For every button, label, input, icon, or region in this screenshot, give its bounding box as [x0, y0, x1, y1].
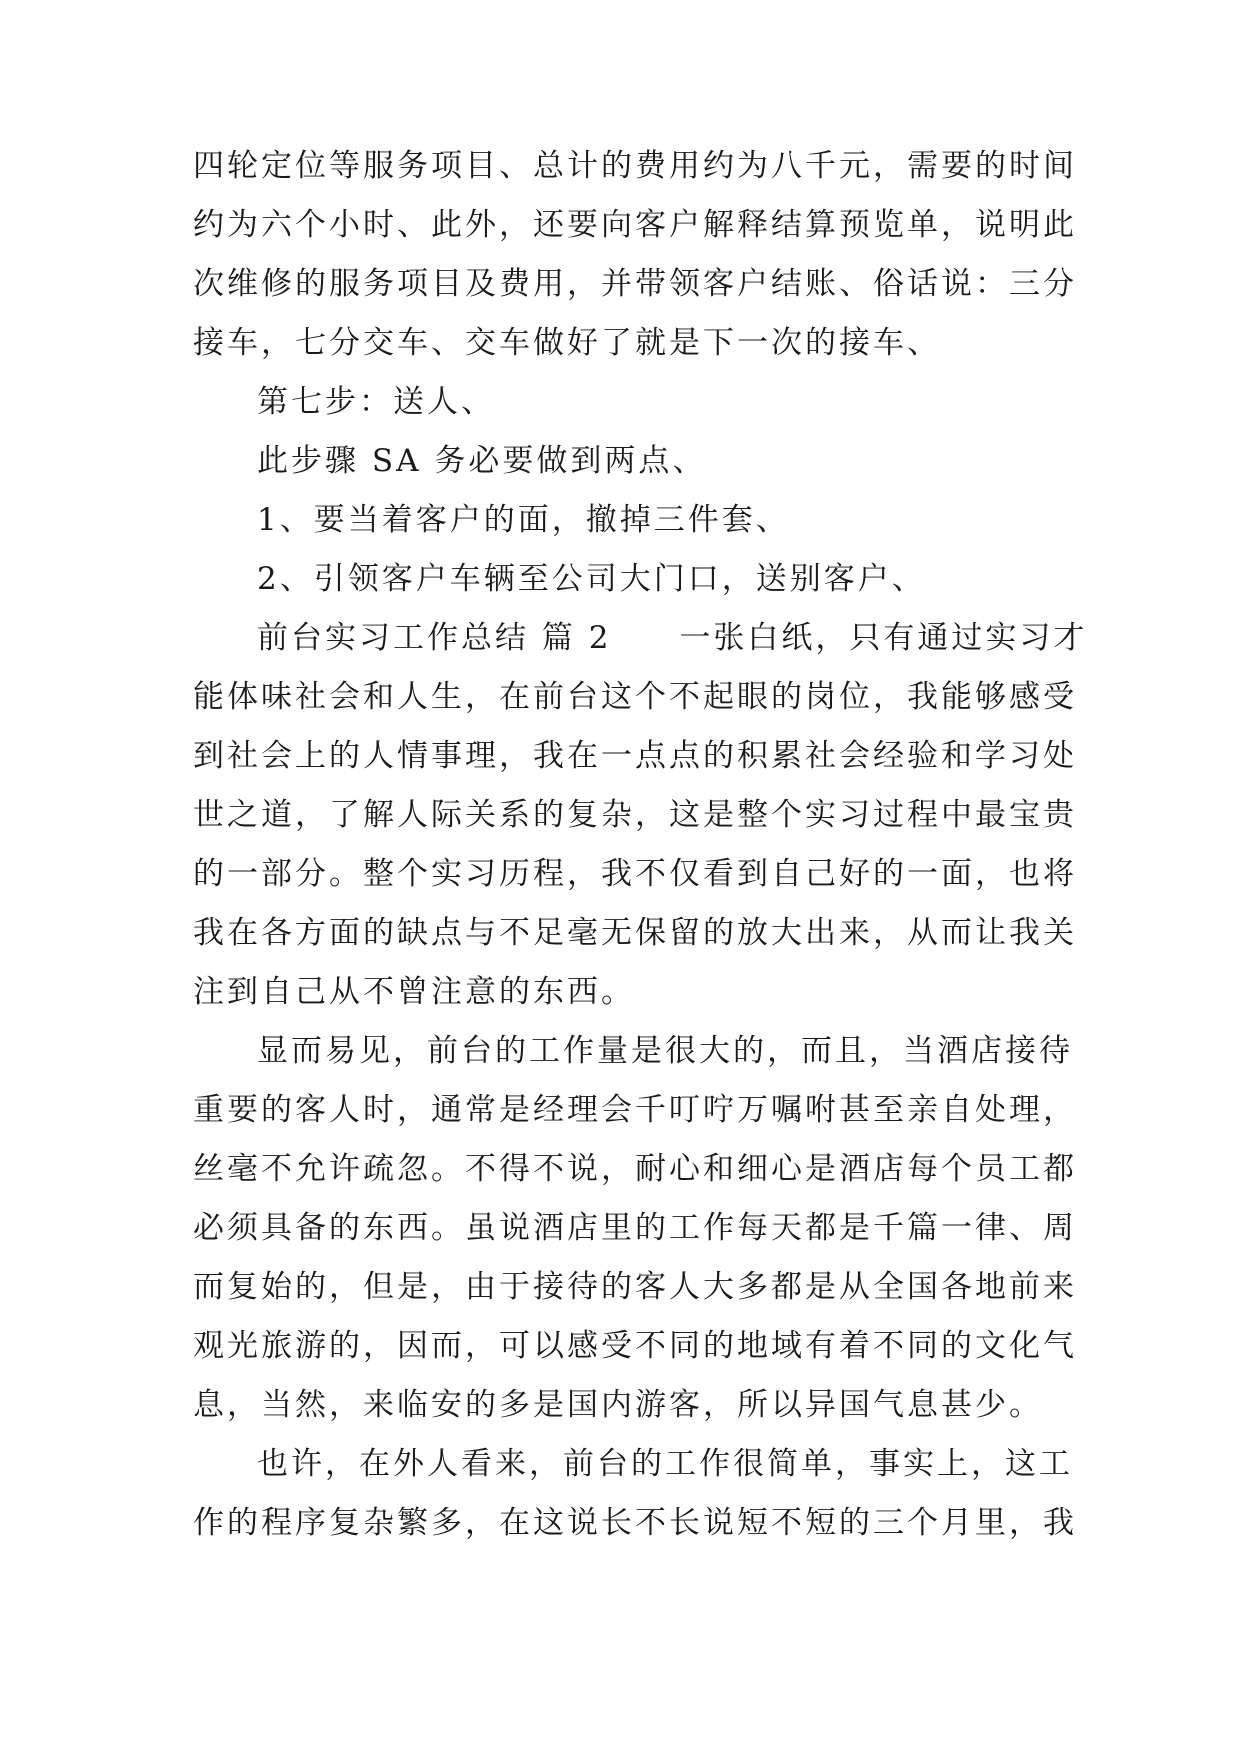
- text-line: 注到自己从不曾注意的东西。: [193, 974, 635, 1010]
- text-line: 能体味社会和人生，在前台这个不起眼的岗位，我能够感受: [193, 679, 1077, 715]
- text-line: 约为六个小时、此外，还要向客户解释结算预览单，说明此: [193, 207, 1077, 243]
- text-line: 此步骤 SA 务必要做到两点、: [257, 443, 707, 479]
- paragraph-start: 显而易见，前台的工作量是很大的，而且，当酒店接待: [257, 1033, 1073, 1069]
- text-line: 重要的客人时，通常是经理会千叮咛万嘱咐甚至亲自处理，: [193, 1092, 1077, 1128]
- list-item: 2、引领客户车辆至公司大门口，送别客户、: [257, 561, 926, 597]
- list-item: 1、要当着客户的面，撤掉三件套、: [257, 502, 790, 538]
- text-line: 世之道，了解人际关系的复杂，这是整个实习过程中最宝贵: [193, 797, 1077, 833]
- text-line: 我在各方面的缺点与不足毫无保留的放大出来，从而让我关: [193, 915, 1077, 951]
- text-line: 必须具备的东西。虽说酒店里的工作每天都是千篇一律、周: [193, 1210, 1077, 1246]
- text-line: 的一部分。整个实习历程，我不仅看到自己好的一面，也将: [193, 856, 1077, 892]
- text-line: 作的程序复杂繁多，在这说长不长说短不短的三个月里，我: [193, 1505, 1077, 1541]
- section-heading: 前台实习工作总结 篇 2 一张白纸，只有通过实习才: [257, 620, 1088, 656]
- text-line: 接车，七分交车、交车做好了就是下一次的接车、: [193, 325, 941, 361]
- text-line: 息，当然，来临安的多是国内游客，所以异国气息甚少。: [193, 1387, 1043, 1423]
- step-heading: 第七步：送人、: [257, 384, 495, 420]
- text-line: 次维修的服务项目及费用，并带领客户结账、俗话说：三分: [193, 266, 1077, 302]
- text-line: 观光旅游的，因而，可以感受不同的地域有着不同的文化气: [193, 1328, 1077, 1364]
- paragraph-start: 也许，在外人看来，前台的工作很简单，事实上，这工: [257, 1446, 1073, 1482]
- text-line: 四轮定位等服务项目、总计的费用约为八千元，需要的时间: [193, 148, 1077, 184]
- text-line: 丝毫不允许疏忽。不得不说，耐心和细心是酒店每个员工都: [193, 1151, 1077, 1187]
- text-line: 而复始的，但是，由于接待的客人大多都是从全国各地前来: [193, 1269, 1077, 1305]
- text-line: 到社会上的人情事理，我在一点点的积累社会经验和学习处: [193, 738, 1077, 774]
